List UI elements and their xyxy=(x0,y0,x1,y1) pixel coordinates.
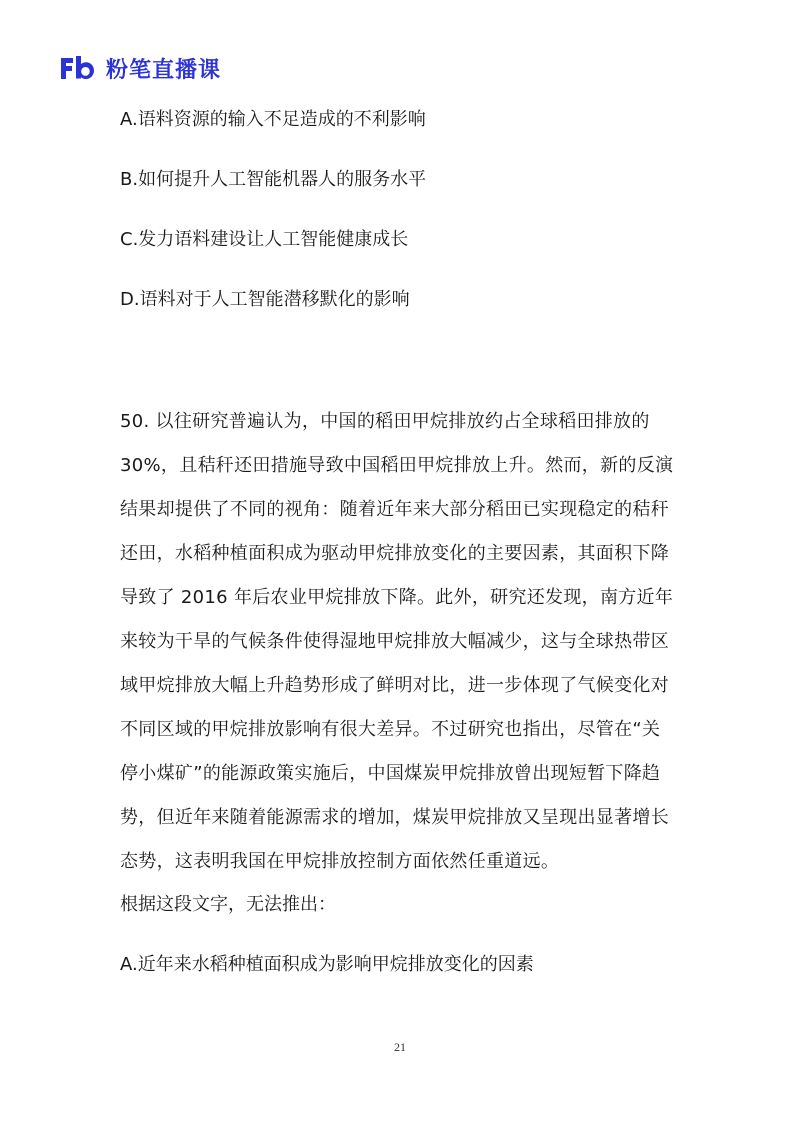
brand-name: 粉笔直播课 xyxy=(106,57,222,83)
passage-line: 停小煤矿”的能源政策实施后，中国煤炭甲烷排放曾出现短暂下降趋 xyxy=(120,763,661,784)
question-passage xyxy=(120,410,680,894)
passage-line: 域甲烷排放大幅上升趋势形成了鲜明对比，进一步体现了气候变化对 xyxy=(120,675,669,696)
passage-line: 不同区域的甲烷排放影响有很大差异。不过研究也指出，尽管在“关 xyxy=(120,719,661,740)
prev-option-b: B.如何提升人工智能机器人的服务水平 xyxy=(120,169,427,190)
passage-line: 还田，水稻种植面积成为驱动甲烷排放变化的主要因素，其面积下降 xyxy=(120,543,669,564)
prev-option-d: D.语料对于人工智能潜移默化的影响 xyxy=(120,289,410,310)
passage-line: 导致了 2016 年后农业甲烷排放下降。此外，研究还发现，南方近年 xyxy=(120,587,674,608)
question-prompt: 根据这段文字，无法推出： xyxy=(120,894,336,915)
option-a: A.近年来水稻种植面积成为影响甲烷排放变化的因素 xyxy=(120,954,534,975)
passage-line: 30%，且秸秆还田措施导致中国稻田甲烷排放上升。然而，新的反演 xyxy=(120,455,674,476)
page-number: 21 xyxy=(394,1040,406,1054)
prev-option-a: A.语料资源的输入不足造成的不利影响 xyxy=(120,109,426,130)
fb-logo-icon xyxy=(58,52,98,84)
passage-line: 势，但近年来随着能源需求的增加，煤炭甲烷排放又呈现出显著增长 xyxy=(120,807,669,828)
passage-line: 结果却提供了不同的视角：随着近年来大部分稻田已实现稳定的秸秆 xyxy=(120,499,669,520)
passage-line: 态势，这表明我国在甲烷排放控制方面依然任重道远。 xyxy=(120,851,560,872)
header xyxy=(58,50,221,86)
prev-option-c: C.发力语料建设让人工智能健康成长 xyxy=(120,229,409,250)
passage-line: 来较为干旱的气候条件使得湿地甲烷排放大幅减少，这与全球热带区 xyxy=(120,631,669,652)
passage-line: 50. 以往研究普遍认为，中国的稻田甲烷排放约占全球稻田排放的 xyxy=(120,411,650,432)
